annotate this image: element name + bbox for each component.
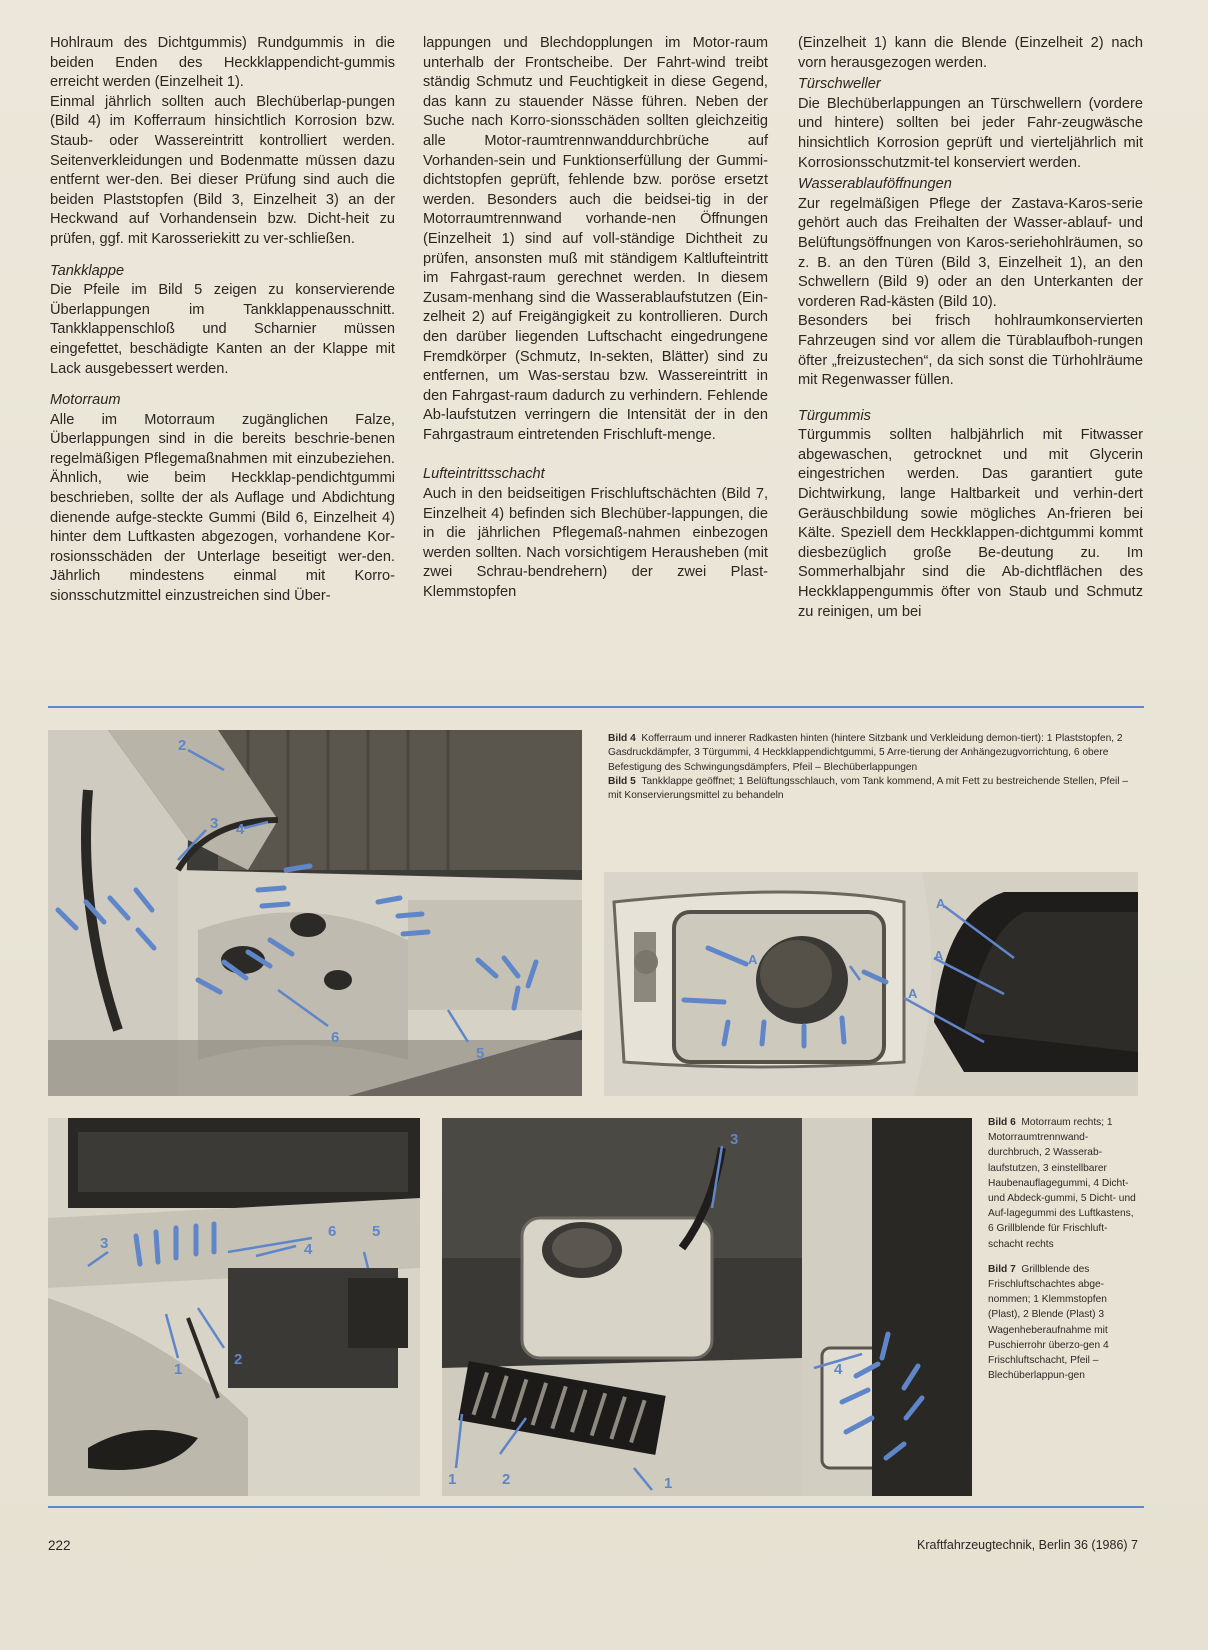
photo-label: A <box>748 952 758 967</box>
photo-label: 5 <box>372 1223 381 1240</box>
text-column-2 <box>423 34 768 603</box>
paragraph: Alle im Motorraum zugänglichen Falze, Überlappungen sind in die bereits beschrie-benen regelmäßigen Pflegemaßnahmen mit einzubeziehen. Ähnlich, wie beim Heckklap-pendichtgummi beschrieben, sollte der als Auflage und Abdichtung dienende aufge-steckte Gummi (Bild 6, Einzelheit 4) hinter dem Luftkasten abgezogen, vorhandene Kor-rosionsschäden der Unterlage beseitigt wer-den. Jährlich mindestens einmal mit Korro-sionsschutzmittel einzustreichen sind Über- <box>50 411 395 605</box>
paragraph: Hohlraum des Dichtgummis) Rundgummis in die beiden Enden des Heckklappendicht-gummis erreicht werden (Einzelheit 1). <box>50 35 395 91</box>
photo-label: 4 <box>304 1241 313 1258</box>
paragraph: Besonders bei frisch hohlraumkonservierten Fahrzeugen sind vor allem die Türablaufboh-rungen öfter „freizustechen“, da sich sonst die Türhohlräume mit Regenwasser füllen. <box>798 313 1143 389</box>
caption-label: Bild 7 <box>988 1263 1016 1275</box>
photo-label: 6 <box>328 1223 337 1240</box>
paragraph: Die Pfeile im Bild 5 zeigen zu konservierende Überlappungen im Tankklappenausschnitt. Tankklappenschloß und Scharnier müssen eingefettet, beschädigte Kanten an der Klappe mit Lack ausgebessert werden. <box>50 282 395 377</box>
photo-label: 2 <box>502 1471 511 1488</box>
paragraph: (Einzelheit 1) kann die Blende (Einzelheit 2) nach vorn herausgezogen werden. <box>798 35 1143 71</box>
paragraph: Zur regelmäßigen Pflege der Zastava-Karos-serie gehört auch das Freihalten der Wasser-ablauf- und Belüftungsöffnungen von Karos-seriehohlräumen, so z. B. an den Türen (Bild 3, Einzelheit 1), an den Schwellern (Bild 9) oder an den Unterkanten der vorderen Rad-kästen (Bild 10). <box>798 195 1143 310</box>
photo-label: 2 <box>234 1351 243 1368</box>
photo-label: 1 <box>174 1361 183 1378</box>
caption-label: Bild 6 <box>988 1117 1016 1128</box>
journal-reference: Kraftfahrzeugtechnik, Berlin 36 (1986) 7 <box>917 1538 1138 1552</box>
photo-label: 1 <box>448 1471 457 1488</box>
photo-label: 4 <box>236 821 245 838</box>
photo-bild-4 <box>48 730 582 1096</box>
paragraph: Die Blechüberlappungen an Türschwellern (vordere und hintere) sollten bei jeder Fahr-zeugwäsche hinsichtlich Korrosion geprüft und vierteljährlich mit Korrosionsschutzmit-tel konserviert werden. <box>798 95 1143 171</box>
section-heading-wasserablaufoeffnungen: Wasserablauföffnungen <box>798 176 952 193</box>
caption-label: Bild 5 <box>608 775 636 787</box>
section-heading-lufteintrittsschacht: Lufteintrittsschacht <box>423 466 545 483</box>
photo-label: A <box>936 896 946 911</box>
section-heading-tuergummis: Türgummis <box>798 407 871 424</box>
photo-label: 4 <box>834 1361 843 1378</box>
photo-bild-7 <box>442 1118 972 1496</box>
photo-label: A <box>908 986 918 1001</box>
section-heading-motorraum: Motorraum <box>50 392 121 409</box>
photo-bild-6 <box>48 1118 420 1496</box>
paragraph: Türgummis sollten halbjährlich mit Fitwasser abgewaschen, getrocknet und mit Glycerin eingestrichen werden. Das garantiert gute Dichtwirkung, lange Haltbarkeit und verhin-dert Geräuschbildung sowie mögliches An-frieren bei Kälte. Speziell dem Heckklappen-dichtgummi kommt diesbezüglich große Be-deutung zu. Im Sommerhalbjahr sind die Ab-dichtflächen des Heckklappengummis öfter von Staub und Schmutz zu reinigen, um bei <box>798 427 1143 620</box>
photo-label: 2 <box>178 737 187 754</box>
paragraph: Auch in den beidseitigen Frischluftschächten (Bild 7, Einzelheit 4) befinden sich Blechüber-lappungen, die in die jährlichen Pflegemaß-nahmen einbezogen werden sollten. Nach vorsichtigem Herausheben (mit zwei Schrau-bendrehern) der zwei Plast-Klemmstopfen <box>423 486 768 601</box>
paragraph: lappungen und Blechdopplungen im Motor-raum unterhalb der Frontscheibe. Der Fahrt-wind treibt ständig Schmutz und Feuchtigkeit in diese Gegend, das kann zu stauender Nässe führen. Neben der Suche nach Korro-sionsschäden sollten gleichzeitig alle Motor-raumtrennwanddurchbrüche auf Vorhanden-sein und Funktionserfüllung der Gummi-dichtstopfen geprüft, fehlende bzw. poröse ersetzt werden. Besonders auch die beidsei-tig in der Motorraumtrennwand vorhande-nen Öffnungen (Einzelheit 1) sind auf voll-ständige Dichtheit zu prüfen, ansonsten muß mit ständigem Kaltlufteintritt im Fahrgast-raum gerechnet werden. In diesem Zusam-menhang sind die Wasserablaufstutzen (Ein-zelheit 2) auf Freigängigkeit zu kontrollieren. Durch den darüber liegenden Luftschacht eingedrungene Fremdkörper (Schmutz, In-sekten, Blätter) sind zu entfernen, um Was-serstau bzw. Wassereintritt in den Fahrgast-raum dadurch zu verhindern. Fehlende Ab-laufstutzen verringern die Intensität der in den Fahrgastraum eintretenden Frischluft-menge. <box>423 35 768 443</box>
section-heading-tankklappe: Tankklappe <box>50 262 125 279</box>
caption-text: Grillblende des Frischluftschachtes abge-nommen; 1 Klemmstopfen (Plast), 2 Blende (Plast) 3 Wagenheberaufnahme mit Puschierrohr überzo-gen 4 Frischluftschacht, Pfeil – Blechüberlappun-gen <box>988 1263 1109 1382</box>
caption-bild-6-7 <box>988 1115 1140 1383</box>
photo-label: 3 <box>100 1235 109 1252</box>
caption-text: Tankklappe geöffnet; 1 Belüftungsschlauch, vom Tank kommend, A mit Fett zu bestreichende Stellen, Pfeil – mit Konservierungsmittel zu behandeln <box>608 775 1129 802</box>
photo-label: 6 <box>331 1029 340 1046</box>
photo-label: 3 <box>210 815 219 832</box>
caption-text: Motorraum rechts; 1 Motorraumtrennwand-durchbruch, 2 Wasserab-laufstutzen, 3 einstellbarer Haubenauflagegummi, 4 Dicht- und Abdeck-gummi, 5 Dicht- und Auf-lagegummi des Luftkastens, 6 Grillblende für Frischluft-schacht rechts <box>988 1117 1136 1250</box>
photo-label: 5 <box>476 1045 485 1062</box>
caption-bild-4-5 <box>608 732 1140 803</box>
bottom-divider-rule <box>48 1506 1144 1508</box>
text-column-3 <box>798 34 1143 622</box>
photo-label: 3 <box>730 1131 739 1148</box>
caption-label: Bild 4 <box>608 733 636 744</box>
page-number: 222 <box>48 1538 71 1553</box>
top-divider-rule <box>48 706 1144 708</box>
photo-label: A <box>934 948 944 963</box>
section-heading-tuerschweller: Türschweller <box>798 76 881 93</box>
text-column-1 <box>50 34 395 607</box>
photo-bild-5 <box>604 872 1138 1096</box>
caption-text: Kofferraum und innerer Radkasten hinten (hintere Sitzbank und Verkleidung demon-tiert): 1 Plaststopfen, 2 Gasdruckdämpfer, 3 Türgummi, 4 Heckklappendichtgummi, 5 Arre-tierung der Anhängezugvorrichtung, 6 obere Befestigung des Schwingungsdämpfers, Pfeil – Blechüberlappungen <box>608 733 1123 773</box>
paragraph: Einmal jährlich sollten auch Blechüberlap-pungen (Bild 4) im Kofferraum hinsichtlich Korrosion bzw. Staub- oder Wassereintritt kontrolliert werden. Seitenverkleidungen und Bodenmatte müssen dazu entfernt wer-den. Bei dieser Prüfung sind auch die beiden Plaststopfen (Bild 3, Einzelheit 3) an der Heckwand auf Vorhandensein bzw. Dicht-heit zu prüfen, ggf. mit Karosseriekitt zu ver-schließen. <box>50 93 395 247</box>
photo-label: 1 <box>664 1475 673 1492</box>
